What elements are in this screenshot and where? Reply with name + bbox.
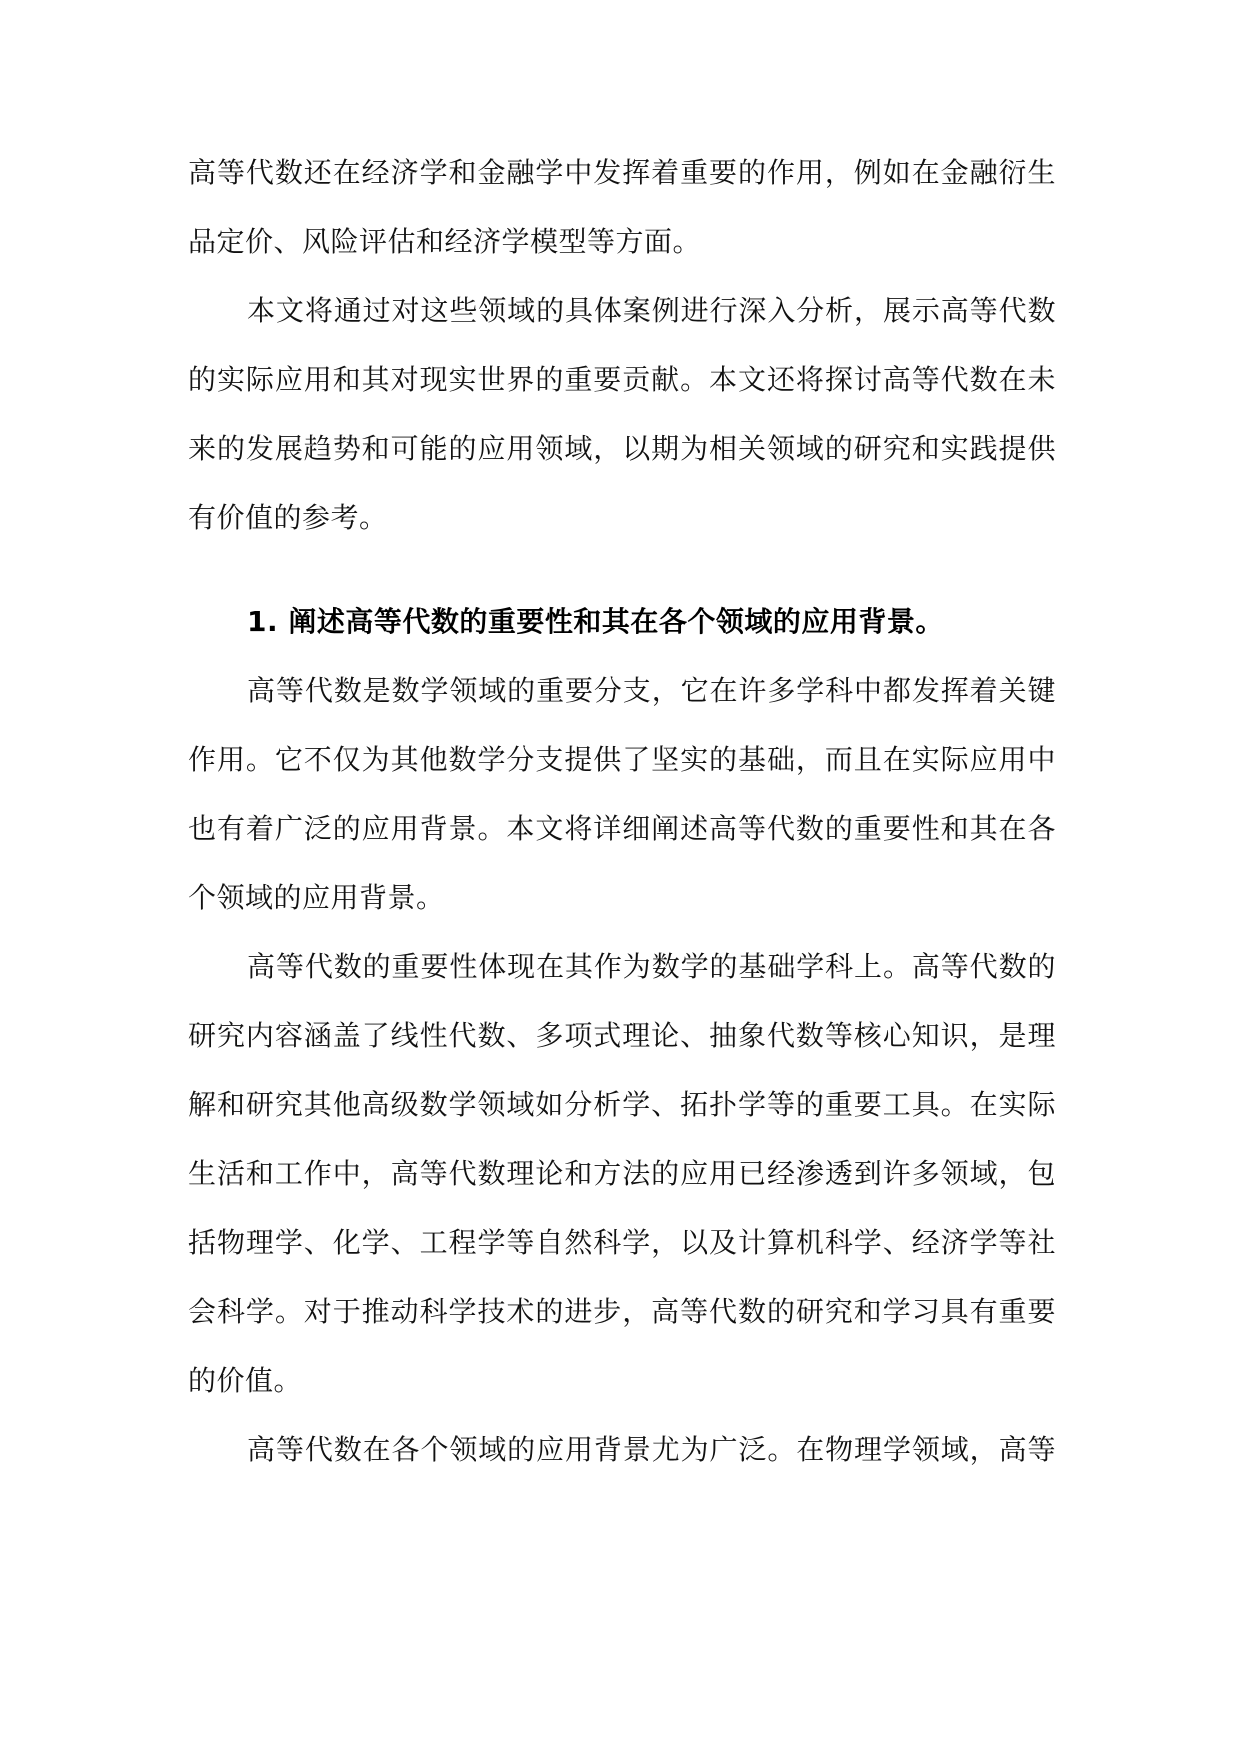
paragraph-line: 括物理学、化学、工程学等自然科学，以及计算机科学、经济学等社 (188, 1226, 1056, 1259)
paragraph-line: 本文将通过对这些领域的具体案例进行深入分析，展示高等代数 (247, 294, 1056, 327)
section-heading: 1. 阐述高等代数的重要性和其在各个领域的应用背景。 (247, 605, 944, 638)
paragraph-line: 的实际应用和其对现实世界的重要贡献。本文还将探讨高等代数在未 (188, 363, 1056, 396)
paragraph-line: 高等代数在各个领域的应用背景尤为广泛。在物理学领域，高等 (247, 1433, 1056, 1466)
section-spacer (188, 552, 1056, 587)
paragraph-line: 来的发展趋势和可能的应用领域，以期为相关领域的研究和实践提供 (188, 432, 1056, 465)
paragraph-line: 的价值。 (188, 1364, 303, 1397)
document-body (188, 138, 1056, 1484)
paragraph-line: 生活和工作中，高等代数理论和方法的应用已经渗透到许多领域，包 (188, 1157, 1056, 1190)
paragraph-line: 作用。它不仅为其他数学分支提供了坚实的基础，而且在实际应用中 (188, 743, 1056, 776)
paragraph-line: 品定价、风险评估和经济学模型等方面。 (188, 225, 702, 258)
paragraph-line: 个领域的应用背景。 (188, 881, 445, 914)
paragraph-line: 有价值的参考。 (188, 501, 388, 534)
paragraph-line: 高等代数是数学领域的重要分支，它在许多学科中都发挥着关键 (247, 674, 1056, 707)
paragraph-line: 高等代数的重要性体现在其作为数学的基础学科上。高等代数的 (247, 950, 1056, 983)
paragraph-line: 解和研究其他高级数学领域如分析学、拓扑学等的重要工具。在实际 (188, 1088, 1056, 1121)
paragraph-line: 高等代数还在经济学和金融学中发挥着重要的作用，例如在金融衍生 (188, 156, 1056, 189)
paragraph-line: 也有着广泛的应用背景。本文将详细阐述高等代数的重要性和其在各 (188, 812, 1056, 845)
paragraph-line: 会科学。对于推动科学技术的进步，高等代数的研究和学习具有重要 (188, 1295, 1056, 1328)
paragraph-line: 研究内容涵盖了线性代数、多项式理论、抽象代数等核心知识，是理 (188, 1019, 1056, 1052)
